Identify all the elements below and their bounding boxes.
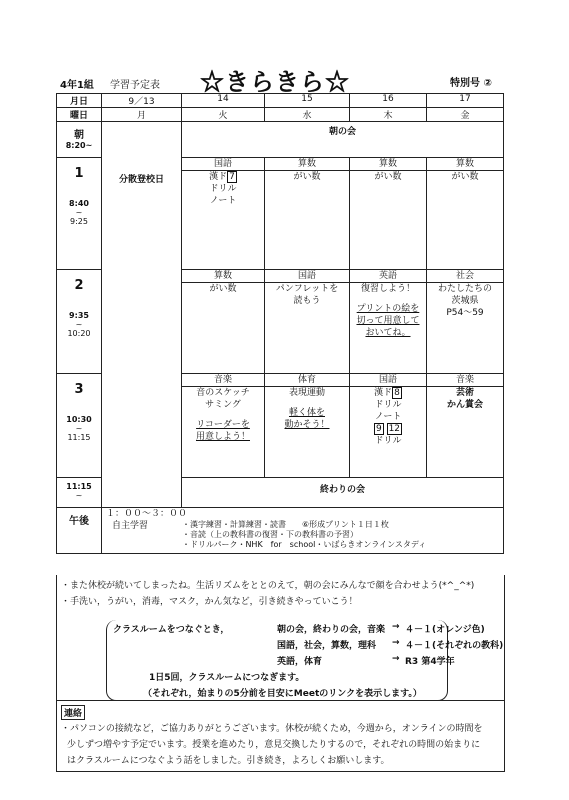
lesson-cell: [265, 158, 350, 270]
lesson-line: P54～59: [446, 308, 484, 318]
lesson-line: 漢ド: [374, 388, 393, 398]
classroom-row-left: 英語，体育: [277, 657, 323, 667]
subject-label: 社会: [427, 270, 503, 283]
afternoon-content: [102, 508, 504, 554]
lesson-box: 12: [388, 424, 401, 434]
lesson-cell: [182, 158, 265, 270]
note-line: ・手洗い，うがい，消毒，マスク，かん気など，引き続きやっていこう！: [61, 597, 358, 607]
morning-time: 8:20~: [65, 141, 93, 150]
lesson-line: 軽く体を: [288, 408, 325, 418]
date-row-label: 月日: [57, 94, 102, 108]
lesson-cell: [182, 270, 265, 374]
lesson-box: 9: [375, 424, 382, 434]
day-cell: 月: [102, 108, 182, 122]
subject-label: 算数: [427, 158, 503, 171]
subject-label: 体育: [265, 374, 349, 387]
classroom-row-left: 朝の会，終わりの会，音楽: [277, 625, 386, 635]
subject-label: 音楽: [182, 374, 264, 387]
lesson-line: ドリル: [209, 184, 237, 194]
morning-event-text: 朝の会: [328, 127, 356, 137]
lesson-line: ノート: [374, 412, 402, 422]
lesson-cell: [265, 374, 350, 478]
lesson-line: ノート: [209, 196, 237, 206]
lesson-line: がい数: [209, 284, 237, 294]
lesson-cell: [182, 374, 265, 478]
period-number: 2: [74, 278, 84, 293]
classroom-row-right: ４－１(オレンジ色): [405, 625, 485, 635]
contact-line: はクラスルームにつなぐよう話をしました。引き続き，よろしくお願いします。: [67, 756, 390, 766]
period-end: 9:25: [70, 217, 88, 226]
lesson-line: 読もう: [293, 296, 321, 306]
closing-label-cell: [57, 478, 102, 508]
period-label-cell: [57, 158, 102, 270]
period-start: 8:40: [69, 199, 89, 208]
period-label-cell: [57, 374, 102, 478]
day-cell: 火: [182, 108, 265, 122]
closing-tilde: ~: [75, 491, 83, 500]
lesson-cell: [427, 158, 504, 270]
subject-label: 算数: [265, 158, 349, 171]
classroom-row-arrow: →: [392, 638, 400, 648]
afternoon-sub: 自主学習: [112, 521, 149, 531]
lesson-line: 動かそう！: [284, 420, 330, 430]
day-row: [57, 108, 504, 122]
afternoon-time: １：００～３：００: [106, 509, 188, 519]
period-number: 1: [74, 166, 84, 181]
day-cell: 木: [350, 108, 427, 122]
contact-line: 少しずつ増やす予定でいます。授業を進めたり，意見交換したりするので，それぞれの時間の始まりに: [67, 740, 481, 750]
period-label-cell: [57, 270, 102, 374]
classroom-row-right: R3 第4学年: [405, 657, 455, 667]
classroom-box: [106, 620, 504, 701]
lesson-line: 切って用意して: [356, 316, 420, 326]
morning-label: 朝: [74, 130, 84, 141]
issue-label: 特別号 ②: [450, 78, 492, 89]
lesson-line: 復習しよう！: [360, 284, 415, 294]
lesson-line: パンフレットを: [275, 284, 339, 294]
contact-section: [56, 700, 505, 772]
class-label: 4年1組: [60, 80, 94, 91]
lesson-cell: [350, 270, 427, 374]
classroom-row-arrow: →: [392, 622, 400, 632]
subject-label: 音楽: [427, 374, 503, 387]
contact-label: 連絡: [61, 705, 85, 720]
afternoon-label: [57, 508, 102, 554]
afternoon-label-text: 午後: [69, 516, 89, 527]
subject-label: 国語: [265, 270, 349, 283]
subject-label: 国語: [350, 374, 426, 387]
lesson-line: 芸術: [455, 388, 474, 398]
lesson-line: かん賞会: [446, 400, 483, 410]
afternoon-item: ・漢字練習・計算練習・読書 ⑥形成プリント１日１枚: [182, 520, 389, 529]
note-line: ・また休校が続いてしまったね。生活リズムをととのえて，朝の会にみんなで顔を合わせよう(*^_^*): [61, 581, 475, 591]
day-cell: 水: [265, 108, 350, 122]
schedule-label: 学習予定表: [110, 80, 160, 91]
subject-label: 算数: [182, 270, 264, 283]
lesson-cell: [427, 374, 504, 478]
lesson-cell: [350, 158, 427, 270]
lesson-line: 音のスケッチ: [196, 388, 250, 398]
lesson-cell: [427, 270, 504, 374]
lesson-line: 用意しよう！: [195, 432, 250, 442]
lesson-line: サミング: [205, 400, 241, 410]
classroom-note: （それぞれ，始まりの5分前を目安にMeetのリンクを表示します。）: [143, 689, 422, 699]
subject-label: 算数: [350, 158, 426, 171]
subject-label: 英語: [350, 270, 426, 283]
lesson-box: 7: [229, 172, 235, 182]
lesson-line: がい数: [451, 172, 479, 182]
period-start: 9:35: [69, 311, 89, 320]
lesson-line: ドリル: [374, 436, 402, 446]
lesson-line: 漢ド: [209, 172, 228, 182]
lesson-cell: [350, 374, 427, 478]
page-title: ☆きらきら☆: [200, 67, 350, 96]
lesson-line: ドリル: [374, 400, 402, 410]
period-tilde: ~: [75, 320, 83, 329]
period-tilde: ~: [75, 208, 83, 217]
morning-event: [182, 122, 504, 158]
lesson-line: リコーダーを: [196, 420, 250, 430]
classroom-row-arrow: →: [392, 654, 400, 664]
period-number: 3: [74, 382, 84, 397]
afternoon-item: ・ドリルパーク・NHK for school・いばらきオンラインスタディ: [182, 540, 427, 549]
classroom-heading: クラスルームをつなぐとき，: [113, 625, 230, 635]
afternoon-row: [57, 508, 504, 554]
lesson-line: おいてね。: [365, 328, 411, 338]
date-cell: 17: [427, 94, 504, 108]
closing-event-cell: [182, 478, 504, 508]
schedule-table: [56, 93, 504, 554]
lesson-line: がい数: [374, 172, 402, 182]
classroom-row-right: ４－１(それぞれの教科): [405, 641, 504, 651]
subject-label: 国語: [182, 158, 264, 171]
lesson-line: わたしたちの: [437, 284, 492, 294]
monday-note: 分散登校日: [118, 175, 164, 185]
date-row: [57, 94, 504, 108]
period-tilde: ~: [75, 424, 83, 433]
afternoon-item: ・音読（上の教科書の復習・下の教科書の予習）: [182, 530, 358, 539]
morning-label-cell: [57, 122, 102, 158]
period-start: 10:30: [66, 415, 92, 424]
day-row-label: 曜日: [57, 108, 102, 122]
day-cell: 金: [427, 108, 504, 122]
monday-column: [102, 122, 182, 508]
period-end: 10:20: [67, 329, 91, 338]
period-end: 11:15: [67, 433, 91, 442]
closing-event: 終わりの会: [319, 485, 365, 495]
date-cell: 15: [265, 94, 350, 108]
lesson-line: 茨城県: [451, 296, 479, 306]
closing-time: 11:15: [66, 482, 92, 491]
lesson-line: 表現運動: [288, 388, 325, 398]
classroom-note: 1日5回，クラスルームにつなぎます。: [149, 673, 305, 683]
date-cell: 9／13: [102, 94, 182, 108]
lesson-cell: [265, 270, 350, 374]
morning-row: [57, 122, 504, 158]
contact-line: ・パソコンの接続など，ご協力ありがとうございます。休校が続くため，今週から，オンラインの時間を: [61, 724, 483, 734]
date-cell: 14: [182, 94, 265, 108]
date-cell: 16: [350, 94, 427, 108]
classroom-row-left: 国語，社会，算数，理科: [277, 641, 377, 651]
lesson-line: プリントの絵を: [356, 304, 420, 314]
lesson-line: がい数: [293, 172, 321, 182]
lesson-box: 8: [394, 388, 400, 398]
